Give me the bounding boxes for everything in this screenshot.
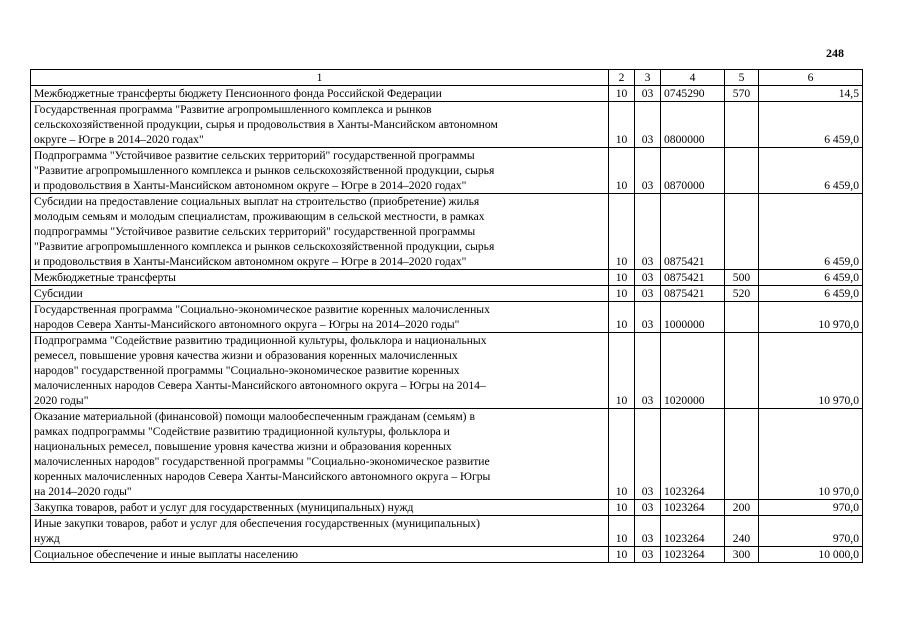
row-name-cell: Межбюджетные трансферты бюджету Пенсионного фонда Российской Федерации [31,86,609,102]
target-item-cell: 0745290 [661,86,725,102]
expense-type-cell: 200 [725,500,759,516]
section-code-cell: 10 [609,286,635,302]
table-row [31,333,863,409]
amount-cell: 10 970,0 [759,302,863,333]
amount-cell: 10 000,0 [759,547,863,563]
row-name-cell: Закупка товаров, работ и услуг для государственных (муниципальных) нужд [31,500,609,516]
budget-table [30,69,863,563]
section-code-cell: 10 [609,302,635,333]
expense-type-cell [725,302,759,333]
section-code-cell: 10 [609,270,635,286]
table-row [31,547,863,563]
subsection-code-cell: 03 [635,547,661,563]
row-name-cell: Государственная программа "Социально-экономическое развитие коренных малочисленных народов Севера Ханты-Мансийского автономного округа – Югры на 2014–2020 годы" [31,302,609,333]
amount-cell: 6 459,0 [759,148,863,194]
section-code-cell: 10 [609,333,635,409]
expense-type-cell: 300 [725,547,759,563]
row-name-cell: Субсидии на предоставление социальных выплат на строительство (приобретение) жилья молодым семьям и молодым специалистам, проживающим в сельской местности, в рамках подпрограммы "Устойчивое развитие сельских территорий" государственной программы "Развитие агропромышленного комплекса и рынков сельскохозяйственной продукции, сырья и продовольствия в Ханты-Мансийском автономном округе – Югре в 2014–2020 годах" [31,194,609,270]
column-header: 1 [31,70,609,86]
target-item-cell: 1023264 [661,547,725,563]
table-body [31,86,863,563]
section-code-cell: 10 [609,86,635,102]
target-item-cell: 0800000 [661,102,725,148]
section-code-cell: 10 [609,194,635,270]
table-row [31,102,863,148]
target-item-cell: 1020000 [661,333,725,409]
target-item-cell: 0875421 [661,286,725,302]
row-name-cell: Иные закупки товаров, работ и услуг для обеспечения государственных (муниципальных) нужд [31,516,609,547]
expense-type-cell: 570 [725,86,759,102]
table-row [31,409,863,500]
column-header: 4 [661,70,725,86]
section-code-cell: 10 [609,102,635,148]
subsection-code-cell: 03 [635,148,661,194]
subsection-code-cell: 03 [635,102,661,148]
subsection-code-cell: 03 [635,86,661,102]
table-row [31,302,863,333]
subsection-code-cell: 03 [635,409,661,500]
page-number: 248 [826,46,844,60]
expense-type-cell [725,194,759,270]
table-row [31,270,863,286]
expense-type-cell [725,148,759,194]
table-row [31,286,863,302]
expense-type-cell [725,102,759,148]
row-name-cell: Межбюджетные трансферты [31,270,609,286]
row-name-cell: Оказание материальной (финансовой) помощи малообеспеченным гражданам (семьям) в рамках подпрограммы "Содействие развитию традиционной культуры, фольклора и национальных ремесел, повышение уровня качества жизни и образования коренных малочисленных народов" государственной программы "Социально-экономическое развитие коренных малочисленных народов Севера Ханты-Мансийского автономного округа – Югры на 2014–2020 годы" [31,409,609,500]
target-item-cell: 0875421 [661,270,725,286]
expense-type-cell: 240 [725,516,759,547]
target-item-cell: 0870000 [661,148,725,194]
section-code-cell: 10 [609,547,635,563]
subsection-code-cell: 03 [635,333,661,409]
column-header: 3 [635,70,661,86]
amount-cell: 6 459,0 [759,194,863,270]
expense-type-cell [725,409,759,500]
expense-type-cell [725,333,759,409]
subsection-code-cell: 03 [635,270,661,286]
row-name-cell: Государственная программа "Развитие агропромышленного комплекса и рынков сельскохозяйственной продукции, сырья и продовольствия в Ханты-Мансийском автономном округе – Югре в 2014–2020 годах" [31,102,609,148]
expense-type-cell: 520 [725,286,759,302]
table-row [31,194,863,270]
amount-cell: 6 459,0 [759,270,863,286]
amount-cell: 970,0 [759,500,863,516]
target-item-cell: 1023264 [661,516,725,547]
subsection-code-cell: 03 [635,286,661,302]
row-name-cell: Субсидии [31,286,609,302]
table-row [31,516,863,547]
amount-cell: 6 459,0 [759,102,863,148]
table-row [31,86,863,102]
row-name-cell: Подпрограмма "Содействие развитию традиционной культуры, фольклора и национальных ремесел, повышение уровня качества жизни и образования коренных малочисленных народов" государственной программы "Социально-экономическое развитие коренных малочисленных народов Севера Ханты-Мансийского автономного округа – Югры на 2014– 2020 годы" [31,333,609,409]
amount-cell: 10 970,0 [759,333,863,409]
header-row [31,70,863,86]
column-header: 6 [759,70,863,86]
target-item-cell: 1023264 [661,409,725,500]
row-name-cell: Социальное обеспечение и иные выплаты населению [31,547,609,563]
subsection-code-cell: 03 [635,500,661,516]
section-code-cell: 10 [609,409,635,500]
amount-cell: 10 970,0 [759,409,863,500]
column-header: 5 [725,70,759,86]
expense-type-cell: 500 [725,270,759,286]
column-header: 2 [609,70,635,86]
target-item-cell: 1023264 [661,500,725,516]
subsection-code-cell: 03 [635,302,661,333]
subsection-code-cell: 03 [635,194,661,270]
table-row [31,500,863,516]
section-code-cell: 10 [609,516,635,547]
amount-cell: 6 459,0 [759,286,863,302]
section-code-cell: 10 [609,500,635,516]
table-row [31,148,863,194]
target-item-cell: 1000000 [661,302,725,333]
amount-cell: 14,5 [759,86,863,102]
row-name-cell: Подпрограмма "Устойчивое развитие сельских территорий" государственной программы "Развитие агропромышленного комплекса и рынков сельскохозяйственной продукции, сырья и продовольствия в Ханты-Мансийском автономном округе – Югре в 2014–2020 годах" [31,148,609,194]
section-code-cell: 10 [609,148,635,194]
subsection-code-cell: 03 [635,516,661,547]
amount-cell: 970,0 [759,516,863,547]
target-item-cell: 0875421 [661,194,725,270]
